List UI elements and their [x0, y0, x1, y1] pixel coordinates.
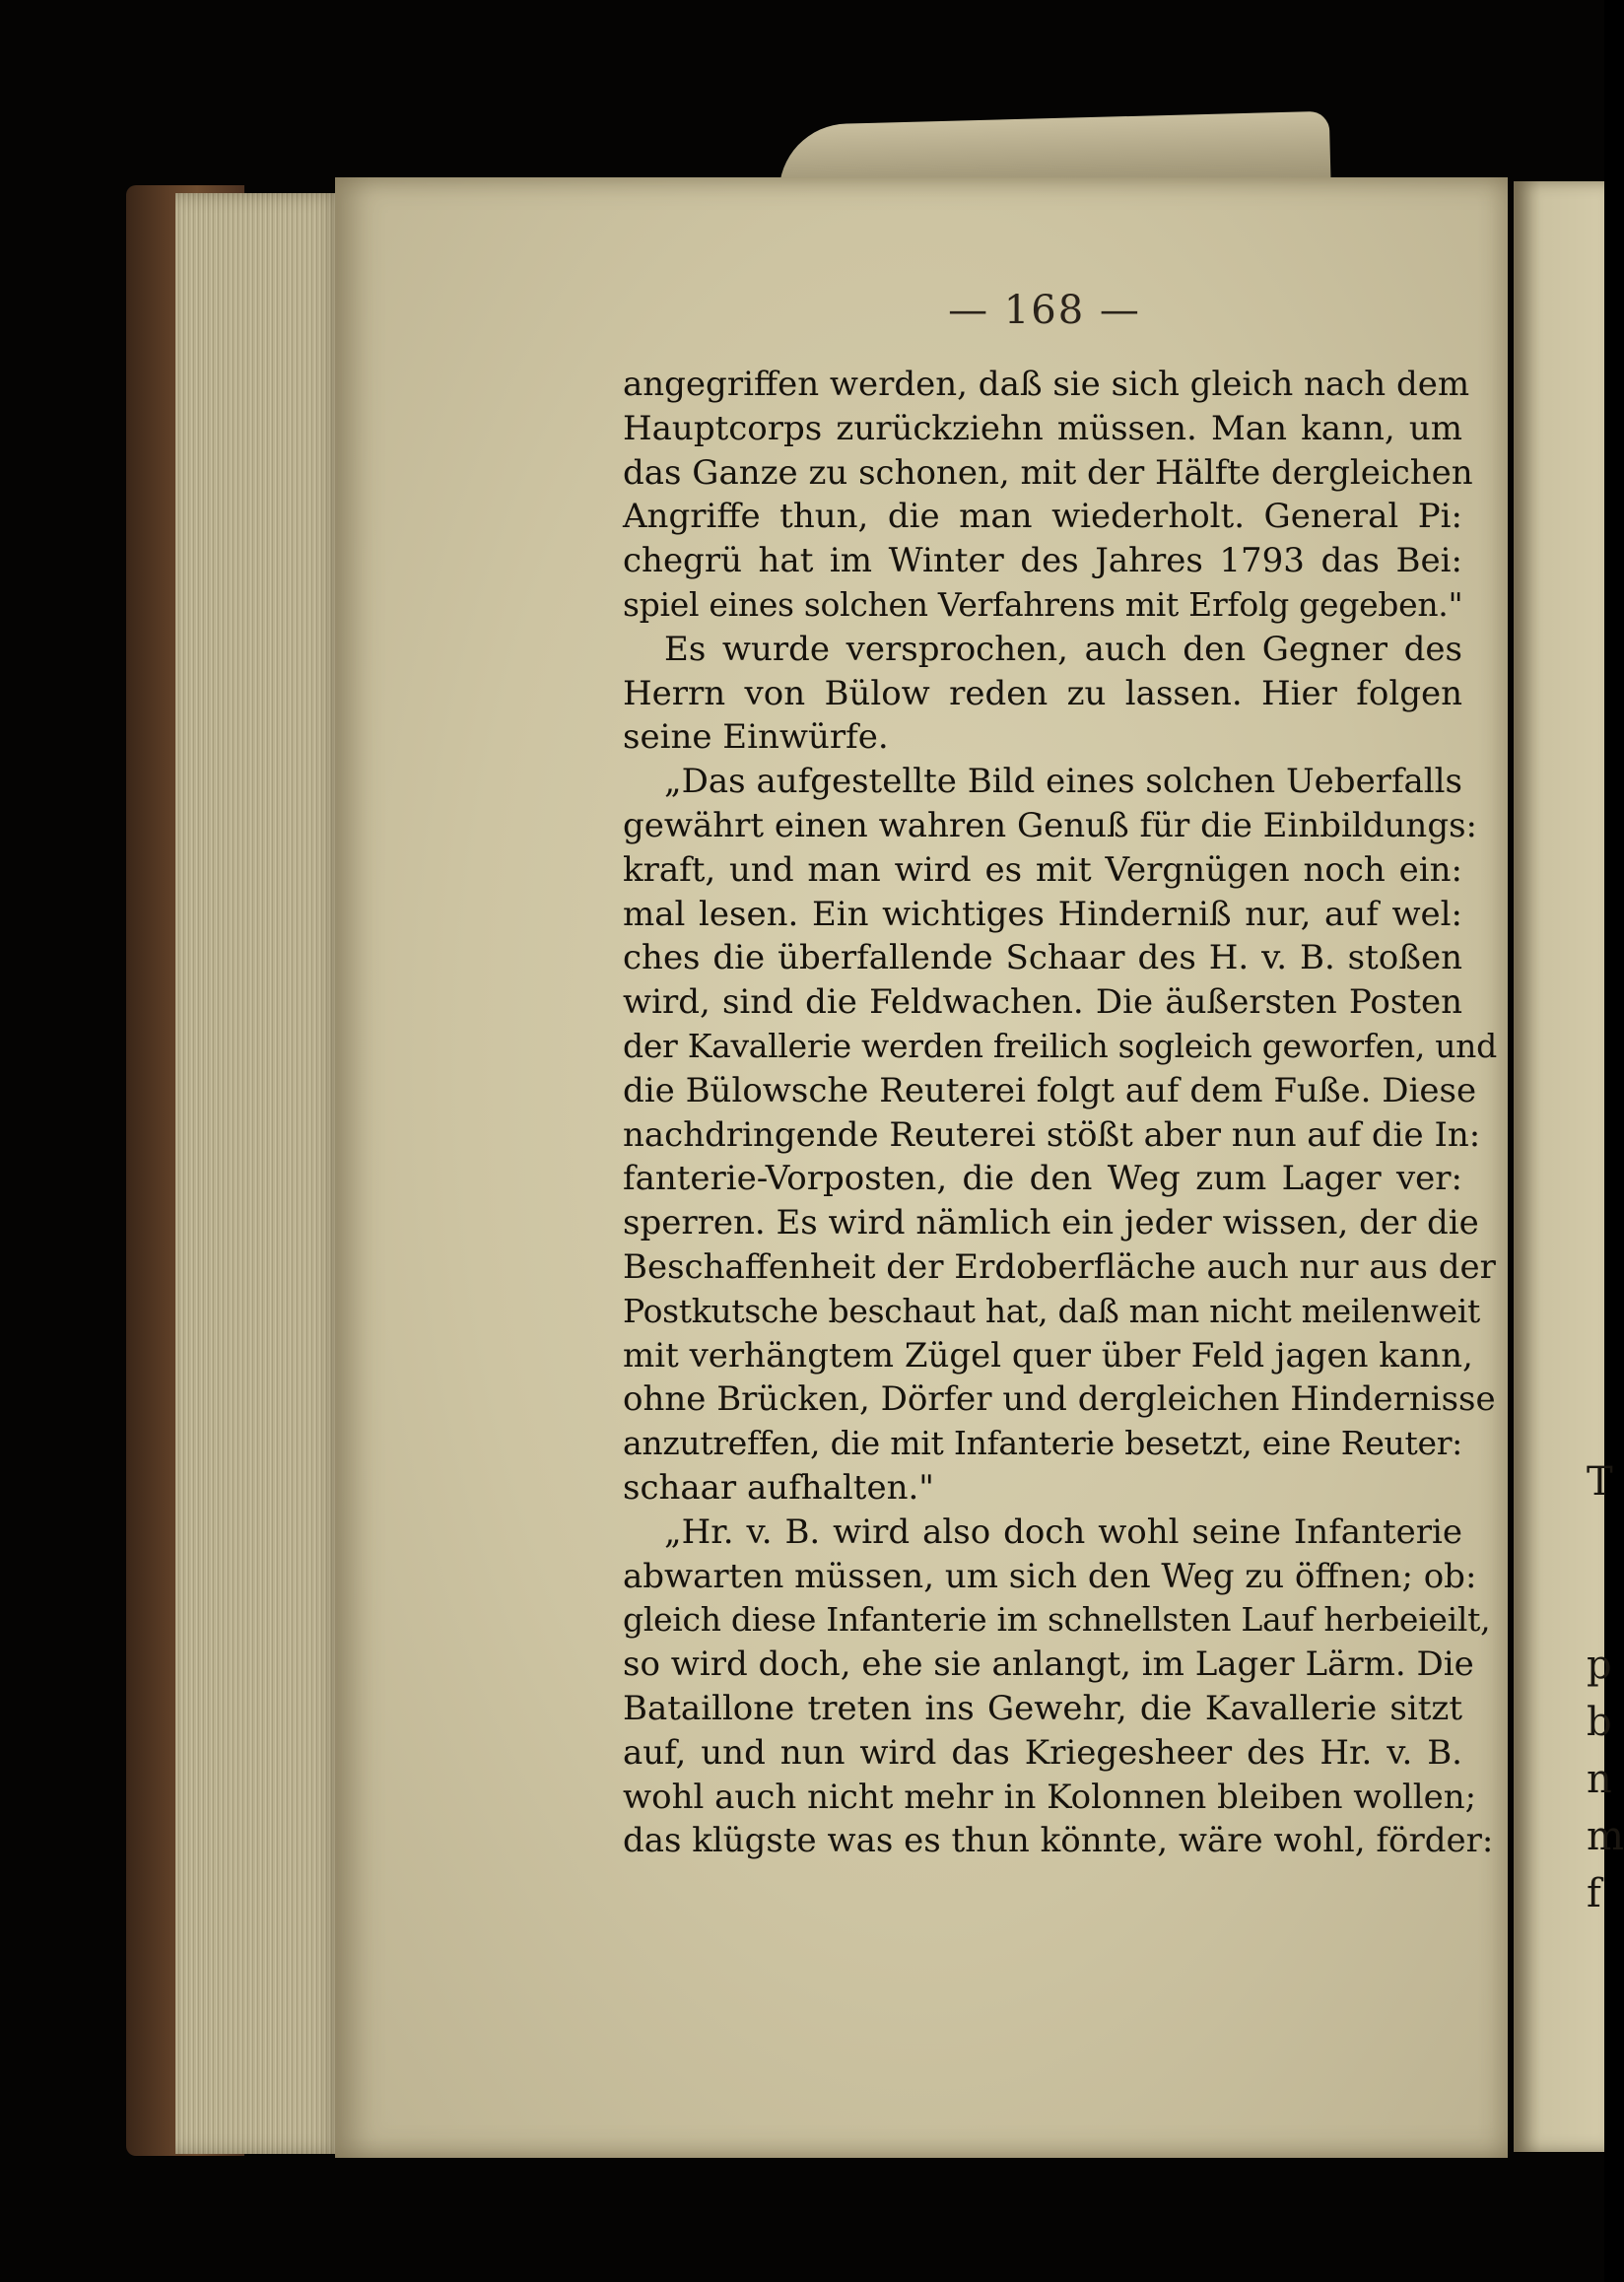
text-line: mal lesen. Ein wichtiges Hinderniß nur, auf wel:	[623, 894, 1462, 934]
text-line: ohne Brücken, Dörfer und dergleichen Hindernisse	[623, 1379, 1496, 1420]
text-line: Es wurde versprochen, auch den Gegner des	[664, 629, 1462, 669]
text-line: nachdringende Reuterei stößt aber nun auf die In:	[623, 1114, 1481, 1155]
text-line: Bataillone treten ins Gewehr, die Kavallerie sitzt	[623, 1688, 1462, 1728]
text-line: Postkutsche beschaut hat, daß man nicht meilenweit	[623, 1291, 1480, 1330]
text-line: der Kavallerie werden freilich sogleich geworfen, und	[623, 1026, 1497, 1065]
text-line: seine Einwürfe.	[623, 717, 889, 758]
next-page-fragment: m	[1587, 1814, 1624, 1859]
text-line: Beschaffenheit der Erdoberfläche auch nur aus der	[623, 1246, 1496, 1287]
text-line: gewährt einen wahren Genuß für die Einbildungs:	[623, 805, 1477, 845]
next-page-fragment: f	[1587, 1871, 1601, 1916]
text-line: das Ganze zu schonen, mit der Hälfte dergleichen	[623, 452, 1473, 493]
next-page-fragment: n	[1587, 1757, 1612, 1802]
text-line: so wird doch, ehe sie anlangt, im Lager Lärm. Die	[623, 1644, 1474, 1685]
text-line: schaar aufhalten."	[623, 1467, 934, 1508]
text-line: die Bülowsche Reuterei folgt auf dem Fuße. Diese	[623, 1070, 1477, 1110]
text-line: fanterie-Vorposten, die den Weg zum Lager ver:	[623, 1159, 1462, 1199]
next-page-fragment: b	[1587, 1700, 1612, 1745]
page-edges	[175, 193, 343, 2154]
text-line: anzutreffen, die mit Infanterie besetzt, eine Reuter:	[623, 1424, 1462, 1463]
text-line: „Hr. v. B. wird also doch wohl seine Infanterie	[664, 1511, 1462, 1552]
page-number: — 168 —	[948, 288, 1141, 333]
text-line: ches die überfallende Schaar des H. v. B. stoßen	[623, 938, 1462, 978]
page-text	[623, 363, 1497, 1863]
text-line: das klügste was es thun könnte, wäre wohl, förder:	[623, 1821, 1494, 1861]
text-line: kraft, und man wird es mit Vergnügen noch ein:	[623, 849, 1462, 890]
text-line: Herrn von Bülow reden zu lassen. Hier folgen	[623, 673, 1462, 713]
text-line: chegrü hat im Winter des Jahres 1793 das Bei:	[623, 541, 1462, 581]
text-line: wohl auch nicht mehr in Kolonnen bleiben wollen;	[623, 1777, 1477, 1817]
text-line: angegriffen werden, daß sie sich gleich nach dem	[623, 365, 1470, 404]
text-line: mit verhängtem Zügel quer über Feld jagen kann,	[623, 1335, 1473, 1376]
text-line: sperren. Es wird nämlich ein jeder wissen, der die	[623, 1203, 1479, 1243]
text-line: wird, sind die Feldwachen. Die äußersten Posten	[623, 982, 1462, 1023]
text-line: gleich diese Infanterie im schnellsten Lauf herbeieilt,	[623, 1600, 1491, 1640]
text-line: spiel eines solchen Verfahrens mit Erfolg gegeben."	[623, 584, 1463, 624]
text-line: „Das aufgestellte Bild eines solchen Ueberfalls	[664, 762, 1462, 802]
text-line: Hauptcorps zurückziehn müssen. Man kann, um	[623, 408, 1462, 448]
next-page-edge	[1514, 181, 1624, 2152]
text-line: auf, und nun wird das Kriegesheer des Hr. v. B.	[623, 1732, 1462, 1773]
next-page-fragment: T	[1587, 1459, 1613, 1505]
text-line: Angriffe thun, die man wiederholt. General Pi:	[623, 497, 1462, 537]
next-page-fragment: p	[1587, 1643, 1612, 1688]
text-line: abwarten müssen, um sich den Weg zu öffnen; ob:	[623, 1556, 1477, 1596]
